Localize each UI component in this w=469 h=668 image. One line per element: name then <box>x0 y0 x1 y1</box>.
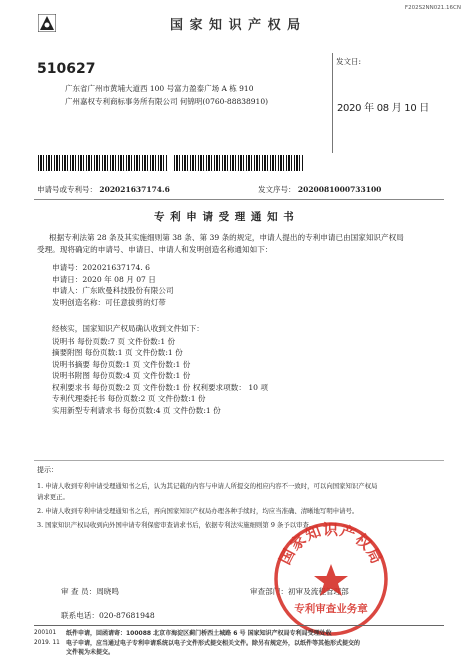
examination-department: 审查部门：初审及流程管理部 <box>250 587 349 596</box>
file-item: 说明书摘要 每份页数:1 页 文件份数:1 份 <box>52 359 191 369</box>
footer-line-2: 电子申请，应当通过电子专利申请系统以电子文件形式提交相关文件。除另有规定外，以纸件等其他形式提交的 <box>66 639 361 647</box>
document-code: F202S2NN021.16CN <box>404 5 461 11</box>
intro-line-2: 受理。现将确定的申请号、申请日、申请人和发明创造名称通知如下： <box>37 244 273 254</box>
application-number-label: 申请号或专利号： <box>37 185 97 194</box>
field-application-date: 申请日：2020 年 08 月 07 日 <box>52 274 156 284</box>
note-item: 2. 申请人收到专利申请受理通知书之后，再向国家知识产权局办理各种手续时，均应当准确、清晰地写明申请号。 <box>37 507 359 515</box>
notice-intro <box>37 232 447 255</box>
seal-top-text: 国家知识产权局 <box>275 520 387 568</box>
barcode-right <box>174 155 304 171</box>
divider <box>34 199 444 200</box>
examiner: 审 查 员：周晓鸣 <box>61 587 119 596</box>
file-item: 摘要附图 每份页数:1 页 文件份数:1 份 <box>52 348 183 357</box>
dispatch-label: 发文日: <box>336 57 362 66</box>
contact-phone: 联系电话：020-87681948 <box>61 611 155 620</box>
field-invention-title: 发明创造名称：可任意拔剪的灯带 <box>52 297 166 307</box>
file-item: 专利代理委托书 每份页数:2 页 文件份数:1 份 <box>52 394 206 403</box>
file-item: 实用新型专利请求书 每份页数:4 页 文件份数:1 份 <box>52 405 221 415</box>
file-item: 说明书附图 每份页数:4 页 文件份数:1 份 <box>52 371 191 380</box>
application-fields <box>52 262 174 308</box>
footer-line-1: 纸件申请，回函请寄：100088 北京市海淀区蓟门桥西土城路 6 号 国家知识产权局专利局受理处收 <box>66 630 332 637</box>
document-number-line <box>258 185 381 195</box>
footer-text <box>66 629 446 658</box>
dispatch-box <box>332 53 443 153</box>
note-item: 1. 申请人收到专利申请受理通知书之后，认为其记载的内容与申请人所提交的相应内容不一致时，可以向国家知识产权局 <box>37 482 378 490</box>
addressee-address: 广东省广州市黄埔大道西 100 号富力盈泰广场 A 栋 910 <box>65 84 254 93</box>
intro-line-1: 根据专利法第 28 条及其实施细则第 38 条、第 39 条的规定，申请人提出的专利申请已由国家知识产权局 <box>49 233 404 242</box>
footer-code-1: 200101 <box>34 630 57 636</box>
footer-divider <box>34 625 444 626</box>
postal-code: 510627 <box>37 61 96 77</box>
verify-line: 经核实，国家知识产权局确认收到文件如下： <box>52 324 204 333</box>
agency-line: 广州嘉权专利商标事务所有限公司 何锦明(0760-88838910) <box>65 97 269 106</box>
footer-code-2: 2019. 11 <box>34 640 60 646</box>
field-applicant: 申请人：广东欧曼科技股份有限公司 <box>52 286 174 295</box>
note-item: 请求更正。 <box>37 493 69 501</box>
document-number: 2020081000733100 <box>297 185 382 194</box>
notes-label: 提示： <box>37 466 58 474</box>
file-item: 说明书 每份页数:7 页 文件份数:1 份 <box>52 336 176 346</box>
divider-notes <box>34 460 444 461</box>
document-number-label: 发文序号： <box>258 185 296 194</box>
footer-line-3: 文件视为未提交。 <box>66 649 115 656</box>
dispatch-date: 2020 年 08 月 10 日 <box>337 103 429 114</box>
received-files <box>52 323 268 416</box>
field-application-no: 申请号：202021637174. 6 <box>52 263 151 272</box>
application-number: 202021637174.6 <box>99 185 170 194</box>
barcode-left <box>38 155 168 171</box>
seal-bottom-text: 专利审查业务章 <box>294 603 368 615</box>
file-item: 权利要求书 每份页数:2 页 文件份数:1 份 权利要求项数： 10 项 <box>52 382 268 392</box>
note-item: 3. 国家知识产权局收到向外国申请专利保密审查请求书后，依据专利法实施细则第 9 条予以审查。 <box>37 521 316 529</box>
notice-title: 专 利 申 请 受 理 通 知 书 <box>154 211 295 223</box>
official-seal <box>272 520 390 638</box>
office-title: 国 家 知 识 产 权 局 <box>170 18 302 33</box>
application-number-line <box>37 185 170 195</box>
office-emblem-icon <box>38 14 56 32</box>
svg-text:国家知识产权局 <box>276 521 386 568</box>
